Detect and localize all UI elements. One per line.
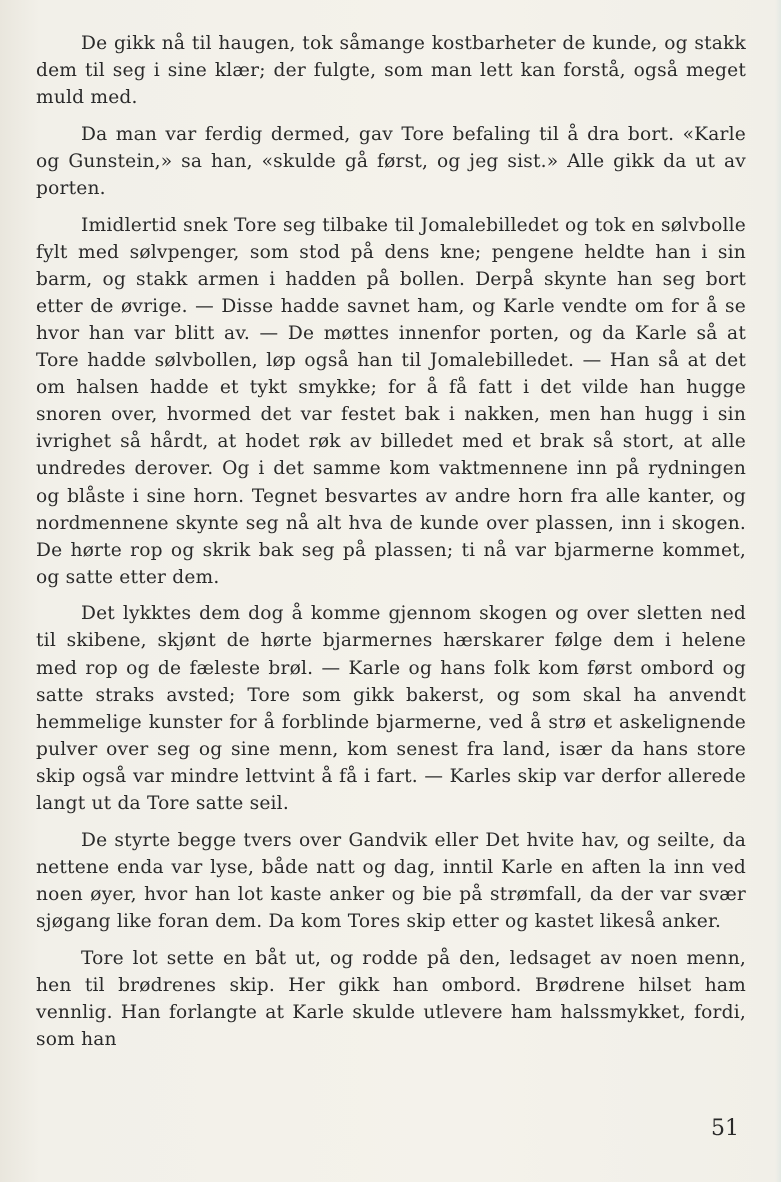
paragraph: Det lykktes dem dog å komme gjennom skogen og over sletten ned til skibene, skjønt de hørte bjarmernes hærskarer følge dem i helene med rop og de fæleste brøl. — Karle og hans folk kom først ombord og satte straks avsted; Tore som gikk bakerst, og som skal ha anvendt hemmelige kunster for å forblinde bjarmerne, ved å strø et askelignende pulver over seg og sine menn, kom senest fra land, især da hans store skip også var mindre lettvint å få i fart. — Karles skip var derfor allerede langt ut da Tore satte seil. — [36, 603, 746, 815]
paragraph: Tore lot sette en båt ut, og rodde på den, ledsaget av noen menn, hen til brødrenes skip. Her gikk han ombord. Brødrene hilset ham vennlig. Han forlangte at Karle skulde utlevere ham halssmykket, fordi, som han — [36, 947, 746, 1050]
paragraph: De styrte begge tvers over Gandvik eller Det hvite hav, og seilte, da nettene enda var lyse, både natt og dag, inntil Karle en aften la inn ved noen øyer, hvor han lot kaste anker og bie på strømfall, da der var svær sjøgang like foran dem. Da kom Tores skip etter og kastet likeså anker. — [36, 829, 746, 932]
page-number: 51 — [711, 1116, 739, 1141]
body-text — [36, 30, 746, 1062]
paragraph: Da man var ferdig dermed, gav Tore befaling til å dra bort. «Karle og Gunstein,» sa han, «skulde gå først, og jeg sist.» Alle gikk da ut av porten. — [36, 123, 746, 199]
page-edge — [775, 0, 781, 1182]
paragraph: De gikk nå til haugen, tok såmange kostbarheter de kunde, og stakk dem til seg i sine klær; der fulgte, som man lett kan forstå, også meget muld med. — [36, 33, 746, 109]
paragraph: Imidlertid snek Tore seg tilbake til Jomalebilledet og tok en sølvbolle fylt med sølvpenger, som stod på dens kne; pengene heldte han i sin barm, og stakk armen i hadden på bollen. Derpå skynte han seg bort etter de øvrige. — Disse hadde savnet ham, og Karle vendte om for å se hvor han var blitt av. — De møttes innenfor porten, og da Karle så at Tore hadde sølvbollen, løp også han til Jomalebilledet. — Han så at det om halsen hadde et tykt smykke; for å få fatt i det vilde han hugge snoren over, hvormed det var festet bak i nakken, men han hugg i sin ivrighet så hårdt, at hodet røk av billedet med et brak så stort, at alle undredes derover. Og i det samme kom vaktmennene inn på rydningen og blåste i sine horn. Tegnet besvartes av andre horn fra alle kanter, og nordmennene skynte seg nå alt hva de kunde over plassen, inn i skogen. De hørte rop og skrik bak seg på plassen; ti nå var bjarmerne kommet, og satte etter dem. — [36, 214, 746, 588]
